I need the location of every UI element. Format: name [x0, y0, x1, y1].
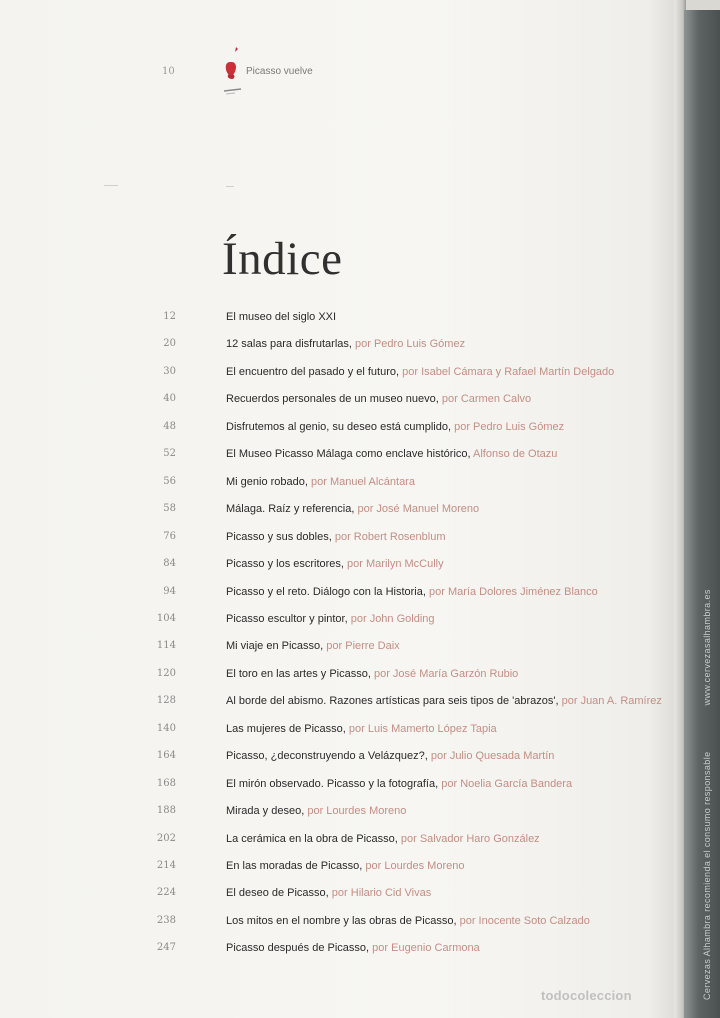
- toc-author: por María Dolores Jiménez Blanco: [429, 585, 598, 598]
- toc-entry-text: [226, 527, 446, 547]
- toc-author: por Pedro Luis Gómez: [355, 338, 466, 351]
- toc-entry: [0, 856, 720, 876]
- toc-title: Mi viaje en Picasso,: [226, 640, 324, 653]
- watermark: [541, 988, 632, 1003]
- toc-page-number: 168: [156, 777, 176, 789]
- page-folio: 10: [162, 66, 175, 77]
- toc-author: por Inocente Soto Calzado: [459, 914, 590, 927]
- toc-page-number: 114: [156, 640, 176, 652]
- watermark-text: todocoleccion: [541, 988, 632, 1003]
- toc-entry-text: [226, 883, 431, 903]
- toc-entry-text: [226, 856, 464, 876]
- toc-page-number: 238: [156, 914, 176, 926]
- paper-speck: [104, 185, 118, 186]
- toc-entry: [0, 829, 720, 849]
- toc-entry-text: [226, 554, 444, 574]
- toc-entry: [0, 499, 720, 519]
- toc-title: Picasso y el reto. Diálogo con la Historia,: [226, 585, 426, 598]
- toc-page-number: 84: [163, 558, 176, 570]
- toc-entry-text: [226, 362, 614, 382]
- toc-author: Alfonso de Otazu: [473, 448, 558, 461]
- toc-entry: [0, 746, 720, 766]
- toc-title: Mirada y deseo,: [226, 805, 305, 818]
- toc-author: por Carmen Calvo: [441, 393, 532, 406]
- toc-page-number: 52: [163, 448, 176, 460]
- toc-title: El toro en las artes y Picasso,: [226, 667, 371, 680]
- toc-author: por Lourdes Moreno: [365, 860, 465, 872]
- toc-entry: [0, 389, 720, 409]
- toc-author: por Salvador Haro González: [400, 832, 540, 845]
- toc-title: En las moradas de Picasso,: [226, 860, 363, 872]
- toc-title: Picasso después de Picasso,: [226, 942, 370, 955]
- toc-title: Los mitos en el nombre y las obras de Picasso,: [226, 914, 457, 927]
- toc-entry-text: [226, 719, 497, 739]
- toc-entry: [0, 636, 720, 656]
- toc-entry: [0, 417, 720, 437]
- toc-entry: [0, 664, 720, 684]
- toc-page-number: 202: [156, 832, 176, 844]
- toc-page-number: 40: [163, 393, 176, 405]
- toc-entry-text: [226, 829, 540, 849]
- toc-title: Al borde del abismo. Razones artísticas para seis tipos de 'abrazos',: [226, 695, 559, 708]
- toc-author: por Robert Rosenblum: [334, 530, 446, 543]
- toc-page-number: 214: [156, 860, 176, 871]
- toc-page-number: 76: [163, 530, 176, 542]
- toc-author: por Pierre Daix: [326, 640, 400, 653]
- toc-title: El museo del siglo XXI: [226, 311, 337, 323]
- toc-title: El Museo Picasso Málaga como enclave histórico,: [226, 448, 471, 461]
- toc-entry: [0, 801, 720, 821]
- toc-page-number: 12: [163, 311, 176, 322]
- toc-entry: [0, 362, 720, 382]
- paper-speck: [226, 186, 234, 187]
- toc-entry: [0, 307, 720, 327]
- toc-entry-text: [226, 609, 435, 629]
- toc-title: 12 salas para disfrutarlas,: [226, 338, 352, 351]
- toc-page-number: 48: [163, 420, 176, 432]
- toc-entry-text: [226, 472, 415, 492]
- toc-entry-text: [226, 636, 400, 656]
- toc-entry: [0, 911, 720, 931]
- toc-title: Málaga. Raíz y referencia,: [226, 503, 355, 516]
- running-head: Picasso vuelve: [246, 66, 313, 77]
- toc-entry-text: [226, 801, 406, 821]
- toc-page-number: 128: [156, 695, 176, 707]
- toc-title: La cerámica en la obra de Picasso,: [226, 832, 398, 845]
- toc-entry-text: [226, 938, 480, 958]
- toc-title: Disfrutemos al genio, su deseo está cumplido,: [226, 420, 452, 433]
- toc-entry-text: [226, 389, 531, 409]
- toc-entry-text: [226, 499, 479, 519]
- toc-entry: [0, 883, 720, 903]
- toc-title: El deseo de Picasso,: [226, 887, 329, 900]
- toc-title: Picasso y los escritores,: [226, 558, 344, 571]
- toc-entry: [0, 938, 720, 958]
- toc-author: por Marilyn McCully: [347, 558, 444, 571]
- toc-entry-text: [226, 911, 590, 931]
- toc-author: por Eugenio Carmona: [372, 942, 480, 955]
- toc-page-number: 20: [163, 338, 176, 350]
- toc-page-number: 30: [163, 365, 176, 377]
- toc-title: El encuentro del pasado y el futuro,: [226, 365, 400, 378]
- toc-author: por Julio Quesada Martín: [430, 750, 555, 763]
- toc-entry-text: [226, 582, 598, 602]
- toc-entry: [0, 582, 720, 602]
- side-band-notice: Cervezas Alhambra recomienda el consumo responsable: [702, 751, 712, 1000]
- toc-page-number: 164: [156, 750, 176, 762]
- toc-entry-text: [226, 774, 572, 794]
- toc-author: por John Golding: [350, 612, 435, 625]
- toc-entry-text: [226, 307, 336, 327]
- toc-entry: [0, 472, 720, 492]
- toc-title: Mi genio robado,: [226, 475, 308, 488]
- toc-page-number: 58: [163, 503, 176, 515]
- toc-author: por José Manuel Moreno: [357, 503, 480, 516]
- toc-page-number: 140: [156, 722, 176, 734]
- side-band-url: www.cervezasalhambra.es: [702, 589, 712, 706]
- toc-entry-text: [226, 691, 662, 711]
- toc-entry: [0, 774, 720, 794]
- toc-author: por José María Garzón Rubio: [373, 667, 519, 680]
- toc-author: por Noelia García Bandera: [441, 777, 573, 790]
- toc-entry: [0, 334, 720, 354]
- toc-author: por Manuel Alcántara: [311, 475, 415, 488]
- toc-author: por Juan A. Ramírez: [561, 695, 662, 708]
- toc-author: por Isabel Cámara y Rafael Martín Delgado: [402, 365, 615, 378]
- toc-page-number: 224: [156, 887, 176, 899]
- toc-entry-text: [226, 444, 557, 464]
- toc-page-number: 120: [156, 667, 176, 679]
- toc-page-number: 56: [163, 475, 176, 487]
- toc-page-number: 94: [163, 585, 176, 597]
- toc-entry: [0, 444, 720, 464]
- toc-author: por Hilario Cid Vivas: [331, 887, 432, 900]
- toc-entry-text: [226, 334, 465, 354]
- toc-title: Picasso escultor y pintor,: [226, 612, 348, 625]
- toc-title: Picasso y sus dobles,: [226, 530, 332, 543]
- toc-entry: [0, 719, 720, 739]
- toc-entry: [0, 554, 720, 574]
- page-title: Índice: [222, 233, 343, 285]
- toc-entry-text: [226, 746, 554, 766]
- toc-title: El mirón observado. Picasso y la fotografía,: [226, 777, 439, 790]
- toc-entry: [0, 691, 720, 711]
- toc-author: por Luis Mamerto López Tapia: [348, 722, 497, 735]
- toc-page-number: 188: [156, 805, 176, 817]
- toc-title: Picasso, ¿deconstruyendo a Velázquez?,: [226, 750, 428, 763]
- toc-page-number: 104: [156, 612, 176, 624]
- toc-title: Las mujeres de Picasso,: [226, 722, 346, 735]
- toc-entry-text: [226, 664, 518, 684]
- toc-title: Recuerdos personales de un museo nuevo,: [226, 393, 439, 406]
- toc-author: por Pedro Luis Gómez: [454, 420, 565, 433]
- toc-entry: [0, 609, 720, 629]
- toc-entry-text: [226, 417, 564, 437]
- toc-author: por Lourdes Moreno: [307, 805, 407, 818]
- red-figure-logo-icon: [221, 46, 243, 96]
- toc-page-number: 247: [156, 942, 176, 954]
- toc-entry: [0, 527, 720, 547]
